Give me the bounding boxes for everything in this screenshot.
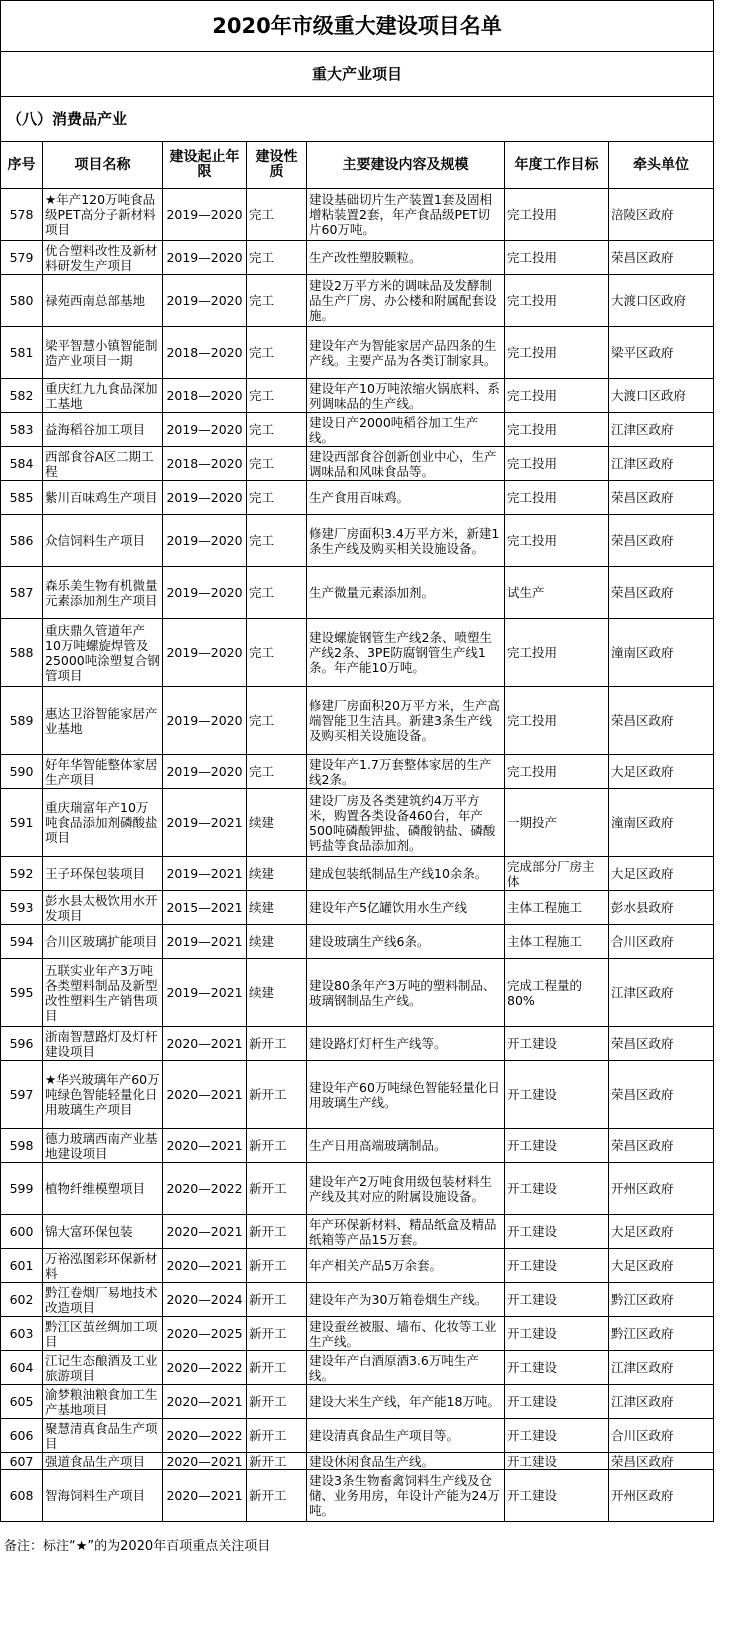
build-content-cell: 建设厂房及各类建筑约4万平方米，购置各类设备460台，年产500吨磷酸钾盐、磷酸钠盐、磷酸钙盐等食品添加剂。 <box>307 789 505 857</box>
build-type-cell: 完工 <box>247 447 307 481</box>
build-content-cell: 建设基础切片生产装置1套及固相增粘装置2套，年产食品级PET切片60万吨。 <box>307 189 505 241</box>
build-years-cell: 2020—2021 <box>163 1215 247 1249</box>
build-years-cell: 2018—2020 <box>163 327 247 379</box>
table-row <box>1 1027 714 1061</box>
annual-goal-cell: 开工建设 <box>505 1385 609 1419</box>
table-row <box>1 481 714 515</box>
table-row <box>1 241 714 275</box>
table-row <box>1 1385 714 1419</box>
annual-goal-cell: 开工建设 <box>505 1283 609 1317</box>
industry-row <box>1 97 714 142</box>
row-number-cell: 598 <box>1 1129 43 1163</box>
build-type-cell: 完工 <box>247 515 307 567</box>
table-row <box>1 619 714 687</box>
lead-unit-cell: 大渡口区政府 <box>609 275 714 327</box>
project-name-cell: 优合塑料改性及新材料研发生产项目 <box>43 241 163 275</box>
annual-goal-cell: 开工建设 <box>505 1317 609 1351</box>
build-type-cell: 完工 <box>247 327 307 379</box>
build-type-cell: 完工 <box>247 241 307 275</box>
build-years-cell: 2019—2020 <box>163 241 247 275</box>
build-type-cell: 完工 <box>247 481 307 515</box>
annual-goal-cell: 开工建设 <box>505 1419 609 1453</box>
build-years-cell: 2019—2020 <box>163 755 247 789</box>
build-content-cell: 建设清真食品生产项目等。 <box>307 1419 505 1453</box>
table-row <box>1 567 714 619</box>
table-row <box>1 1283 714 1317</box>
column-header-type: 建设性质 <box>247 142 307 189</box>
build-years-cell: 2019—2020 <box>163 567 247 619</box>
annual-goal-cell: 主体工程施工 <box>505 891 609 925</box>
lead-unit-cell: 江津区政府 <box>609 413 714 447</box>
annual-goal-cell: 开工建设 <box>505 1215 609 1249</box>
build-years-cell: 2019—2021 <box>163 789 247 857</box>
build-years-cell: 2019—2020 <box>163 275 247 327</box>
build-content-cell: 建设年产为30万箱卷烟生产线。 <box>307 1283 505 1317</box>
row-number-cell: 585 <box>1 481 43 515</box>
build-content-cell: 建设3条生物畜禽饲料生产线及仓储、业务用房，年设计产能为24万吨。 <box>307 1470 505 1522</box>
build-years-cell: 2020—2025 <box>163 1317 247 1351</box>
lead-unit-cell: 黔江区政府 <box>609 1283 714 1317</box>
column-header-name: 项目名称 <box>43 142 163 189</box>
build-content-cell: 建设玻璃生产线6条。 <box>307 925 505 959</box>
project-name-cell: 黔江区茧丝绸加工项目 <box>43 1317 163 1351</box>
column-header-content: 主要建设内容及规模 <box>307 142 505 189</box>
annual-goal-cell: 完工投用 <box>505 189 609 241</box>
build-type-cell: 新开工 <box>247 1419 307 1453</box>
build-type-cell: 完工 <box>247 189 307 241</box>
table-row <box>1 1215 714 1249</box>
footnote: 备注：标注“★”的为2020年百项重点关注项目 <box>4 1539 271 1554</box>
build-years-cell: 2019—2020 <box>163 619 247 687</box>
build-type-cell: 完工 <box>247 413 307 447</box>
row-number-cell: 602 <box>1 1283 43 1317</box>
annual-goal-cell: 完工投用 <box>505 515 609 567</box>
row-number-cell: 597 <box>1 1061 43 1129</box>
build-content-cell: 建设年产5亿罐饮用水生产线 <box>307 891 505 925</box>
lead-unit-cell: 大足区政府 <box>609 755 714 789</box>
column-header-years: 建设起止年限 <box>163 142 247 189</box>
table-row <box>1 959 714 1027</box>
build-content-cell: 建设80条年产3万吨的塑料制品、玻璃钢制品生产线。 <box>307 959 505 1027</box>
table-row <box>1 1470 714 1522</box>
column-header-no: 序号 <box>1 142 43 189</box>
build-type-cell: 续建 <box>247 925 307 959</box>
annual-goal-cell: 完工投用 <box>505 327 609 379</box>
document-title: 2020年市级重大建设项目名单 <box>1 1 714 52</box>
build-type-cell: 新开工 <box>247 1283 307 1317</box>
lead-unit-cell: 大足区政府 <box>609 1249 714 1283</box>
build-content-cell: 建设休闲食品生产线。 <box>307 1453 505 1470</box>
table-row <box>1 275 714 327</box>
table-row <box>1 1163 714 1215</box>
build-years-cell: 2020—2021 <box>163 1061 247 1129</box>
build-content-cell: 建设日产2000吨稻谷加工生产线。 <box>307 413 505 447</box>
build-content-cell: 生产微量元素添加剂。 <box>307 567 505 619</box>
build-years-cell: 2020—2024 <box>163 1283 247 1317</box>
build-content-cell: 修建厂房面积3.4万平方米，新建1条生产线及购买相关设施设备。 <box>307 515 505 567</box>
project-name-cell: 王子环保包装项目 <box>43 857 163 891</box>
project-name-cell: 重庆瑞富年产10万吨食品添加剂磷酸盐项目 <box>43 789 163 857</box>
lead-unit-cell: 荣昌区政府 <box>609 515 714 567</box>
project-name-cell: 强道食品生产项目 <box>43 1453 163 1470</box>
build-content-cell: 建设路灯灯杆生产线等。 <box>307 1027 505 1061</box>
build-type-cell: 新开工 <box>247 1470 307 1522</box>
row-number-cell: 592 <box>1 857 43 891</box>
row-number-cell: 596 <box>1 1027 43 1061</box>
build-type-cell: 续建 <box>247 857 307 891</box>
column-header-unit: 牵头单位 <box>609 142 714 189</box>
build-years-cell: 2020—2022 <box>163 1419 247 1453</box>
build-content-cell: 生产日用高端玻璃制品。 <box>307 1129 505 1163</box>
lead-unit-cell: 大足区政府 <box>609 857 714 891</box>
section-row <box>1 52 714 97</box>
lead-unit-cell: 开州区政府 <box>609 1470 714 1522</box>
table-row <box>1 687 714 755</box>
build-content-cell: 建设年产60万吨绿色智能轻量化日用玻璃生产线。 <box>307 1061 505 1129</box>
annual-goal-cell: 主体工程施工 <box>505 925 609 959</box>
build-content-cell: 修建厂房面积20万平方米，生产高端智能卫生洁具。新建3条生产线及购买相关设施设备。 <box>307 687 505 755</box>
lead-unit-cell: 梁平区政府 <box>609 327 714 379</box>
row-number-cell: 578 <box>1 189 43 241</box>
build-years-cell: 2020—2021 <box>163 1129 247 1163</box>
build-type-cell: 完工 <box>247 755 307 789</box>
lead-unit-cell: 黔江区政府 <box>609 1317 714 1351</box>
project-name-cell: 合川区玻璃扩能项目 <box>43 925 163 959</box>
build-content-cell: 建设西部食谷创新创业中心，生产调味品和风味食品等。 <box>307 447 505 481</box>
annual-goal-cell: 开工建设 <box>505 1061 609 1129</box>
build-years-cell: 2020—2022 <box>163 1163 247 1215</box>
annual-goal-cell: 一期投产 <box>505 789 609 857</box>
lead-unit-cell: 大足区政府 <box>609 1215 714 1249</box>
lead-unit-cell: 大渡口区政府 <box>609 379 714 413</box>
table-row <box>1 1061 714 1129</box>
annual-goal-cell: 完成工程量的80% <box>505 959 609 1027</box>
project-name-cell: ★华兴玻璃年产60万吨绿色智能轻量化日用玻璃生产项目 <box>43 1061 163 1129</box>
project-name-cell: 植物纤维模塑项目 <box>43 1163 163 1215</box>
project-name-cell: 德力玻璃西南产业基地建设项目 <box>43 1129 163 1163</box>
lead-unit-cell: 彭水县政府 <box>609 891 714 925</box>
row-number-cell: 606 <box>1 1419 43 1453</box>
table-row <box>1 925 714 959</box>
build-years-cell: 2019—2020 <box>163 687 247 755</box>
lead-unit-cell: 荣昌区政府 <box>609 567 714 619</box>
project-name-cell: 万裕泓图彩环保新材料 <box>43 1249 163 1283</box>
lead-unit-cell: 开州区政府 <box>609 1163 714 1215</box>
annual-goal-cell: 开工建设 <box>505 1027 609 1061</box>
project-name-cell: 禄苑西南总部基地 <box>43 275 163 327</box>
row-number-cell: 604 <box>1 1351 43 1385</box>
annual-goal-cell: 完工投用 <box>505 241 609 275</box>
build-type-cell: 续建 <box>247 891 307 925</box>
annual-goal-cell: 开工建设 <box>505 1129 609 1163</box>
build-type-cell: 续建 <box>247 959 307 1027</box>
project-name-cell: 五联实业年产3万吨各类塑料制品及新型改性塑料生产销售项目 <box>43 959 163 1027</box>
annual-goal-cell: 完工投用 <box>505 413 609 447</box>
build-content-cell: 年产环保新材料、精品纸盒及精品纸箱等产品15万套。 <box>307 1215 505 1249</box>
row-number-cell: 593 <box>1 891 43 925</box>
lead-unit-cell: 荣昌区政府 <box>609 1453 714 1470</box>
build-years-cell: 2020—2021 <box>163 1470 247 1522</box>
row-number-cell: 579 <box>1 241 43 275</box>
annual-goal-cell: 开工建设 <box>505 1163 609 1215</box>
annual-goal-cell: 完工投用 <box>505 687 609 755</box>
table-row <box>1 1317 714 1351</box>
row-number-cell: 605 <box>1 1385 43 1419</box>
project-name-cell: 众信饲料生产项目 <box>43 515 163 567</box>
build-content-cell: 生产改性塑胶颗粒。 <box>307 241 505 275</box>
column-header-goal: 年度工作目标 <box>505 142 609 189</box>
project-name-cell: ★年产120万吨食品级PET高分子新材料项目 <box>43 189 163 241</box>
table-row <box>1 379 714 413</box>
table-row <box>1 1351 714 1385</box>
table-header-row <box>1 142 714 189</box>
build-type-cell: 新开工 <box>247 1249 307 1283</box>
build-type-cell: 完工 <box>247 687 307 755</box>
lead-unit-cell: 荣昌区政府 <box>609 241 714 275</box>
annual-goal-cell: 开工建设 <box>505 1249 609 1283</box>
row-number-cell: 587 <box>1 567 43 619</box>
row-number-cell: 583 <box>1 413 43 447</box>
project-name-cell: 智海饲料生产项目 <box>43 1470 163 1522</box>
build-years-cell: 2019—2020 <box>163 189 247 241</box>
build-type-cell: 完工 <box>247 275 307 327</box>
table-row <box>1 1249 714 1283</box>
lead-unit-cell: 合川区政府 <box>609 925 714 959</box>
build-content-cell: 建设螺旋钢管生产线2条、喷塑生产线2条、3PE防腐钢管生产线1条。年产能10万吨。 <box>307 619 505 687</box>
build-years-cell: 2019—2021 <box>163 959 247 1027</box>
lead-unit-cell: 荣昌区政府 <box>609 1061 714 1129</box>
annual-goal-cell: 完成部分厂房主体 <box>505 857 609 891</box>
annual-goal-cell: 试生产 <box>505 567 609 619</box>
lead-unit-cell: 潼南区政府 <box>609 789 714 857</box>
annual-goal-cell: 完工投用 <box>505 619 609 687</box>
build-content-cell: 建设年产1.7万套整体家居的生产线2条。 <box>307 755 505 789</box>
title-row <box>1 1 714 52</box>
build-content-cell: 建设年产白酒原酒3.6万吨生产线。 <box>307 1351 505 1385</box>
build-type-cell: 完工 <box>247 379 307 413</box>
annual-goal-cell: 完工投用 <box>505 755 609 789</box>
row-number-cell: 581 <box>1 327 43 379</box>
build-years-cell: 2018—2020 <box>163 447 247 481</box>
lead-unit-cell: 江津区政府 <box>609 1351 714 1385</box>
project-name-cell: 彭水县太极饮用水开发项目 <box>43 891 163 925</box>
build-type-cell: 续建 <box>247 789 307 857</box>
project-name-cell: 益海稻谷加工项目 <box>43 413 163 447</box>
industry-title: （八）消费品产业 <box>1 97 714 142</box>
table-row <box>1 857 714 891</box>
row-number-cell: 599 <box>1 1163 43 1215</box>
build-content-cell: 建设2万平方米的调味品及发酵制品生产厂房、办公楼和附属配套设施。 <box>307 275 505 327</box>
row-number-cell: 595 <box>1 959 43 1027</box>
table-row <box>1 1453 714 1470</box>
build-type-cell: 新开工 <box>247 1129 307 1163</box>
lead-unit-cell: 江津区政府 <box>609 959 714 1027</box>
table-row <box>1 515 714 567</box>
project-name-cell: 紫川百味鸡生产项目 <box>43 481 163 515</box>
build-type-cell: 完工 <box>247 567 307 619</box>
row-number-cell: 588 <box>1 619 43 687</box>
row-number-cell: 582 <box>1 379 43 413</box>
annual-goal-cell: 完工投用 <box>505 447 609 481</box>
build-type-cell: 新开工 <box>247 1163 307 1215</box>
build-type-cell: 新开工 <box>247 1453 307 1470</box>
table-row <box>1 789 714 857</box>
project-name-cell: 好年华智能整体家居生产项目 <box>43 755 163 789</box>
build-years-cell: 2020—2021 <box>163 1249 247 1283</box>
section-title: 重大产业项目 <box>1 52 714 97</box>
project-name-cell: 森乐美生物有机微量元素添加剂生产项目 <box>43 567 163 619</box>
build-content-cell: 年产相关产品5万余套。 <box>307 1249 505 1283</box>
row-number-cell: 607 <box>1 1453 43 1470</box>
build-years-cell: 2019—2021 <box>163 925 247 959</box>
project-name-cell: 江记生态酿酒及工业旅游项目 <box>43 1351 163 1385</box>
annual-goal-cell: 开工建设 <box>505 1470 609 1522</box>
row-number-cell: 601 <box>1 1249 43 1283</box>
table-row <box>1 1129 714 1163</box>
table-row <box>1 891 714 925</box>
build-type-cell: 新开工 <box>247 1351 307 1385</box>
project-name-cell: 梁平智慧小镇智能制造产业项目一期 <box>43 327 163 379</box>
build-years-cell: 2019—2020 <box>163 413 247 447</box>
build-years-cell: 2019—2020 <box>163 515 247 567</box>
project-name-cell: 惠达卫浴智能家居产业基地 <box>43 687 163 755</box>
row-number-cell: 603 <box>1 1317 43 1351</box>
build-type-cell: 新开工 <box>247 1061 307 1129</box>
build-content-cell: 建成包装纸制品生产线10余条。 <box>307 857 505 891</box>
row-number-cell: 608 <box>1 1470 43 1522</box>
table-row <box>1 327 714 379</box>
lead-unit-cell: 荣昌区政府 <box>609 481 714 515</box>
build-content-cell: 建设蚕丝被服、墙布、化妆等工业生产线。 <box>307 1317 505 1351</box>
project-name-cell: 西部食谷A区二期工程 <box>43 447 163 481</box>
lead-unit-cell: 合川区政府 <box>609 1419 714 1453</box>
build-years-cell: 2019—2021 <box>163 857 247 891</box>
build-type-cell: 完工 <box>247 619 307 687</box>
annual-goal-cell: 开工建设 <box>505 1351 609 1385</box>
build-content-cell: 生产食用百味鸡。 <box>307 481 505 515</box>
build-years-cell: 2015—2021 <box>163 891 247 925</box>
table-row <box>1 1419 714 1453</box>
lead-unit-cell: 荣昌区政府 <box>609 687 714 755</box>
row-number-cell: 590 <box>1 755 43 789</box>
project-name-cell: 渝梦粮油粮食加工生产基地项目 <box>43 1385 163 1419</box>
annual-goal-cell: 开工建设 <box>505 1453 609 1470</box>
build-type-cell: 新开工 <box>247 1317 307 1351</box>
table-row <box>1 447 714 481</box>
build-years-cell: 2020—2021 <box>163 1385 247 1419</box>
lead-unit-cell: 涪陵区政府 <box>609 189 714 241</box>
table-row <box>1 413 714 447</box>
build-content-cell: 建设大米生产线，年产能18万吨。 <box>307 1385 505 1419</box>
row-number-cell: 580 <box>1 275 43 327</box>
project-name-cell: 黔江卷烟厂易地技术改造项目 <box>43 1283 163 1317</box>
project-name-cell: 聚慧清真食品生产项目 <box>43 1419 163 1453</box>
row-number-cell: 586 <box>1 515 43 567</box>
build-years-cell: 2020—2022 <box>163 1351 247 1385</box>
build-years-cell: 2020—2021 <box>163 1453 247 1470</box>
annual-goal-cell: 完工投用 <box>505 275 609 327</box>
build-type-cell: 新开工 <box>247 1215 307 1249</box>
row-number-cell: 584 <box>1 447 43 481</box>
table-row <box>1 189 714 241</box>
lead-unit-cell: 江津区政府 <box>609 447 714 481</box>
project-name-cell: 重庆红九九食品深加工基地 <box>43 379 163 413</box>
project-name-cell: 锦大富环保包装 <box>43 1215 163 1249</box>
build-content-cell: 建设年产为智能家居产品四条的生产线。主要产品为各类订制家具。 <box>307 327 505 379</box>
row-number-cell: 594 <box>1 925 43 959</box>
build-type-cell: 新开工 <box>247 1027 307 1061</box>
project-name-cell: 浙南智慧路灯及灯杆建设项目 <box>43 1027 163 1061</box>
build-content-cell: 建设年产2万吨食用级包装材料生产线及其对应的附属设施设备。 <box>307 1163 505 1215</box>
build-years-cell: 2020—2021 <box>163 1027 247 1061</box>
annual-goal-cell: 完工投用 <box>505 379 609 413</box>
build-years-cell: 2019—2020 <box>163 481 247 515</box>
lead-unit-cell: 江津区政府 <box>609 1385 714 1419</box>
row-number-cell: 591 <box>1 789 43 857</box>
row-number-cell: 589 <box>1 687 43 755</box>
build-type-cell: 新开工 <box>247 1385 307 1419</box>
annual-goal-cell: 完工投用 <box>505 481 609 515</box>
table-row <box>1 755 714 789</box>
build-years-cell: 2018—2020 <box>163 379 247 413</box>
lead-unit-cell: 荣昌区政府 <box>609 1129 714 1163</box>
lead-unit-cell: 荣昌区政府 <box>609 1027 714 1061</box>
project-name-cell: 重庆鼎久管道年产10万吨螺旋焊管及25000吨涂塑复合钢管项目 <box>43 619 163 687</box>
lead-unit-cell: 潼南区政府 <box>609 619 714 687</box>
build-content-cell: 建设年产10万吨浓缩火锅底料、系列调味品的生产线。 <box>307 379 505 413</box>
row-number-cell: 600 <box>1 1215 43 1249</box>
